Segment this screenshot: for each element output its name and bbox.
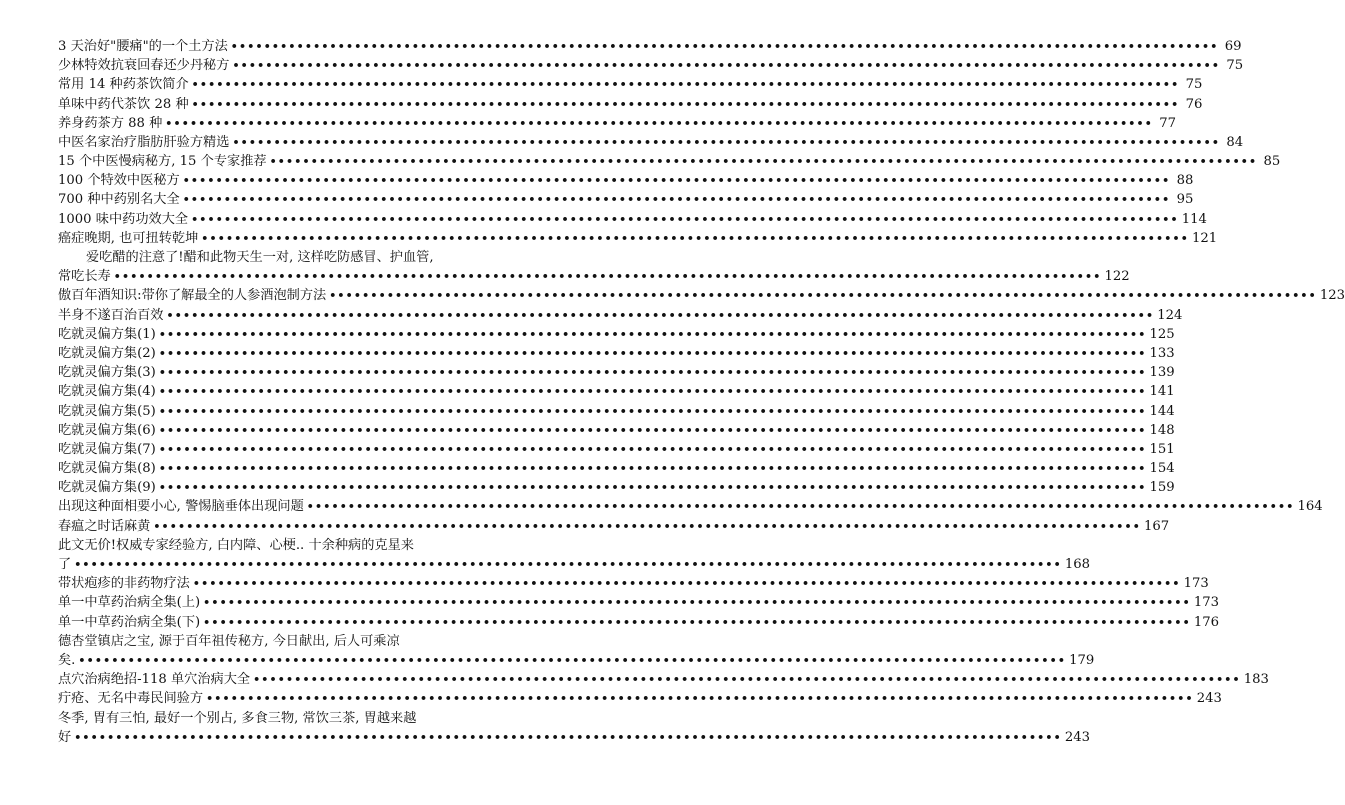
toc-entry[interactable] (58, 363, 1175, 382)
dot-leader: •••••••••••••••••••••••••••••••••••••••••••••••••••••••••••••••••••••••••••••••••••••••••••••••••••••••••••••••••••••••• (158, 366, 1147, 380)
toc-entry-title: 700 种中药别名大全 (58, 192, 180, 208)
toc-entry-title: 吃就灵偏方集(5) (58, 403, 156, 419)
toc-entry-first-line: 爱吃醋的注意了!醋和此物天生一对, 这样吃防感冒、护血管, (86, 250, 434, 266)
toc-entry-title: 单一中草药治病全集(下) (58, 614, 201, 630)
toc-entry-page-number: 183 (1243, 672, 1269, 688)
toc-entry[interactable] (58, 229, 1218, 248)
dot-leader: •••••••••••••••••••••••••••••••••••••••••••••••••••••••••••••••••••••••••••••••••••••••••••••••••••••••••••••••••••••••• (166, 308, 1155, 322)
toc-entry[interactable] (58, 459, 1175, 478)
dot-leader: •••••••••••••••••••••••••••••••••••••••••••••••••••••••••••••••••••••••••••••••••••••••••••••••••••••••••••••••••••••••• (253, 673, 1241, 687)
dot-leader: •••••••••••••••••••••••••••••••••••••••••••••••••••••••••••••••••••••••••••••••••••••••••••••••••••••••••••••••••••••••• (158, 404, 1147, 418)
toc-entry-page-number: 167 (1144, 518, 1170, 534)
toc-entry-page-number: 122 (1104, 269, 1130, 285)
dot-leader: •••••••••••••••••••••••••••••••••••••••••••••••••••••••••••••••••••••••••••••••••••••••••••••••••••••••••••••••••••••••• (232, 135, 1221, 149)
toc-entry[interactable] (58, 210, 1207, 229)
toc-entry[interactable] (58, 37, 1242, 56)
toc-entry[interactable] (58, 651, 1095, 670)
dot-leader: •••••••••••••••••••••••••••••••••••••••••••••••••••••••••••••••••••••••••••••••••••••••••••••••••••••••••••••••••••••••• (203, 596, 1191, 610)
toc-entry[interactable] (58, 95, 1203, 114)
toc-entry-page-number: 173 (1183, 576, 1209, 592)
toc-entry-title: 养身药茶方 88 种 (58, 115, 163, 131)
dot-leader: •••••••••••••••••••••••••••••••••••••••••••••••••••••••••••••••••••••••••••••••••••••••••••••••••••••••••••••••••••••••• (191, 97, 1180, 111)
toc-entry[interactable] (58, 402, 1175, 421)
toc-entry-title: 吃就灵偏方集(4) (58, 384, 156, 400)
toc-entry-page-number: 95 (1176, 192, 1194, 208)
dot-leader: •••••••••••••••••••••••••••••••••••••••••••••••••••••••••••••••••••••••••••••••••••••••••••••••••••••••••••••••••••••••• (203, 615, 1191, 629)
toc-entry-page-number: 243 (1064, 729, 1091, 745)
toc-entry[interactable] (58, 728, 1091, 747)
toc-entry-page-number: 75 (1226, 58, 1244, 74)
toc-entry[interactable] (58, 613, 1220, 632)
dot-leader: •••••••••••••••••••••••••••••••••••••••••••••••••••••••••••••••••••••••••••••••••••••••••••••••••••••••••••••••••••••••• (158, 481, 1147, 495)
dot-leader: •••••••••••••••••••••••••••••••••••••••••••••••••••••••••••••••••••••••••••••••••••••••••••••••••••••••••••••••••••••••• (191, 212, 1179, 226)
toc-entry-page-number: 85 (1263, 154, 1281, 170)
toc-entry[interactable] (58, 440, 1175, 459)
toc-entry-title: 吃就灵偏方集(9) (58, 480, 156, 496)
toc-entry-title: 疔疮、无名中毒民间验方 (58, 691, 204, 707)
toc-entry-title: 好 (58, 729, 72, 745)
toc-entry-page-number: 144 (1149, 403, 1175, 419)
toc-entry-title: 矣. (58, 652, 76, 668)
toc-entry-title: 吃就灵偏方集(6) (58, 422, 156, 438)
dot-leader: •••••••••••••••••••••••••••••••••••••••••••••••••••••••••••••••••••••••••••••••••••••••••••••••••••••••••••••••••••••••• (74, 730, 1062, 744)
dot-leader: •••••••••••••••••••••••••••••••••••••••••••••••••••••••••••••••••••••••••••••••••••••••••••••••••••••••••••••••••••••••• (74, 558, 1062, 572)
toc-entry-page-number: 84 (1226, 134, 1244, 150)
toc-entry-page-number: 148 (1149, 422, 1175, 438)
dot-leader: •••••••••••••••••••••••••••••••••••••••••••••••••••••••••••••••••••••••••••••••••••••••••••••••••••••••••••••••••••••••• (158, 385, 1147, 399)
toc-entry-first-line: 德杏堂镇店之宝, 源于百年祖传秘方, 今日献出, 后人可乘凉 (58, 633, 400, 649)
dot-leader: •••••••••••••••••••••••••••••••••••••••••••••••••••••••••••••••••••••••••••••••••••••••••••••••••••••••••••••••••••••••• (153, 519, 1142, 533)
dot-leader: •••••••••••••••••••••••••••••••••••••••••••••••••••••••••••••••••••••••••••••••••••••••••••••••••••••••••••••••••••••••• (158, 346, 1147, 360)
toc-entry-title: 常用 14 种药茶饮简介 (58, 77, 189, 93)
toc-entry-page-number: 151 (1149, 441, 1175, 457)
toc-entry-title: 单味中药代茶饮 28 种 (58, 96, 189, 112)
dot-leader: •••••••••••••••••••••••••••••••••••••••••••••••••••••••••••••••••••••••••••••••••••••••••••••••••••••••••••••••••••••••• (158, 327, 1147, 341)
toc-entry-title: 1000 味中药功效大全 (58, 211, 189, 227)
toc-entry-title: 吃就灵偏方集(2) (58, 345, 156, 361)
toc-entry[interactable] (58, 325, 1175, 344)
toc-entry-page-number: 75 (1185, 77, 1203, 93)
toc-entry[interactable] (58, 286, 1345, 305)
toc-entry[interactable] (58, 75, 1203, 94)
toc-entry[interactable] (58, 344, 1175, 363)
dot-leader: •••••••••••••••••••••••••••••••••••••••••••••••••••••••••••••••••••••••••••••••••••••••••••••••••••••••••••••••••••••••• (232, 59, 1221, 73)
toc-entry-title: 少林特效抗衰回春还少丹秘方 (58, 58, 230, 74)
dot-leader: •••••••••••••••••••••••••••••••••••••••••••••••••••••••••••••••••••••••••••••••••••••••••••••••••••••••••••••••••••••••• (158, 462, 1147, 476)
toc-entry-title: 半身不遂百治百效 (58, 307, 164, 323)
toc-entry-first-line: 冬季, 胃有三怕, 最好一个别占, 多食三物, 常饮三茶, 胃越来越 (58, 710, 417, 726)
toc-entry-title: 出现这种面相要小心, 警惕脑垂体出现问题 (58, 499, 304, 515)
toc-entry-page-number: 243 (1196, 691, 1222, 707)
toc-entry[interactable] (58, 689, 1222, 708)
toc-entry-page-number: 176 (1193, 614, 1220, 630)
toc-entry-title: 点穴治病绝招-118 单穴治病大全 (58, 672, 251, 688)
toc-entry-page-number: 88 (1176, 173, 1194, 189)
dot-leader: •••••••••••••••••••••••••••••••••••••••••••••••••••••••••••••••••••••••••••••••••••••••••••••••••••••••••••••••••••••••• (269, 155, 1258, 169)
dot-leader: •••••••••••••••••••••••••••••••••••••••••••••••••••••••••••••••••••••••••••••••••••••••••••••••••••••••••••••••••••••••• (230, 39, 1219, 53)
toc-entry-title: 春瘟之时话麻黄 (58, 518, 151, 534)
toc-entry-title: 15 个中医慢病秘方, 15 个专家推荐 (58, 154, 267, 170)
dot-leader: •••••••••••••••••••••••••••••••••••••••••••••••••••••••••••••••••••••••••••••••••••••••••••••••••••••••••••••••••••••••• (158, 423, 1147, 437)
dot-leader: •••••••••••••••••••••••••••••••••••••••••••••••••••••••••••••••••••••••••••••••••••••••••••••••••••••••••••••••••••••••• (201, 231, 1189, 245)
toc-entry-title: 了 (58, 557, 72, 573)
toc-entry-page-number: 179 (1069, 652, 1095, 668)
toc-entry[interactable] (58, 152, 1281, 171)
toc-entry[interactable] (58, 382, 1175, 401)
toc-entry[interactable] (58, 498, 1323, 517)
table-of-contents (58, 37, 1345, 747)
toc-entry-page-number: 139 (1149, 365, 1175, 381)
dot-leader: •••••••••••••••••••••••••••••••••••••••••••••••••••••••••••••••••••••••••••••••••••••••••••••••••••••••••••••••••••••••• (192, 577, 1181, 591)
dot-leader: •••••••••••••••••••••••••••••••••••••••••••••••••••••••••••••••••••••••••••••••••••••••••••••••••••••••••••••••••••••••• (113, 270, 1102, 284)
toc-entry-title: 吃就灵偏方集(7) (58, 441, 156, 457)
toc-entry-page-number: 76 (1185, 96, 1203, 112)
toc-entry-page-number: 121 (1191, 230, 1218, 246)
toc-entry-page-number: 164 (1297, 499, 1323, 515)
dot-leader: •••••••••••••••••••••••••••••••••••••••••••••••••••••••••••••••••••••••••••••••••••••••••••••••••••••••••••••••••••••••• (191, 78, 1180, 92)
dot-leader: •••••••••••••••••••••••••••••••••••••••••••••••••••••••••••••••••••••••••••••••••••••••••••••••••••••••••••••••••••••••• (78, 653, 1067, 667)
toc-entry[interactable] (58, 478, 1175, 497)
toc-entry[interactable] (58, 306, 1183, 325)
toc-entry-title: 带状疱疹的非药物疗法 (58, 576, 190, 592)
dot-leader: •••••••••••••••••••••••••••••••••••••••••••••••••••••••••••••••••••••••••••••••••••••••••••••••••••••••••••••••••••••••• (182, 193, 1171, 207)
dot-leader: •••••••••••••••••••••••••••••••••••••••••••••••••••••••••••••••••••••••••••••••••••••••••••••••••••••••••••••••••••••••• (329, 289, 1317, 303)
toc-entry-title: 3 天治好"腰痛"的一个土方法 (58, 38, 228, 54)
toc-entry-title: 常吃长寿 (58, 269, 111, 285)
toc-entry[interactable] (58, 593, 1220, 612)
toc-entry[interactable] (58, 56, 1244, 75)
toc-entry-page-number: 77 (1159, 115, 1176, 131)
toc-entry-page-number: 133 (1149, 345, 1175, 361)
toc-entry-title: 吃就灵偏方集(1) (58, 326, 156, 342)
toc-entry-page-number: 141 (1149, 384, 1175, 400)
toc-entry-page-number: 124 (1157, 307, 1183, 323)
toc-entry-page-number: 173 (1193, 595, 1220, 611)
toc-entry-title: 单一中草药治病全集(上) (58, 595, 201, 611)
toc-entry-page-number: 154 (1149, 461, 1175, 477)
toc-entry[interactable] (58, 670, 1269, 689)
toc-entry-first-line: 此文无价!权威专家经验方, 白内障、心梗.. 十余种病的克星来 (58, 537, 414, 553)
toc-entry[interactable] (58, 517, 1170, 536)
toc-entry[interactable] (58, 267, 1130, 286)
toc-entry-page-number: 125 (1149, 326, 1175, 342)
toc-entry-title: 吃就灵偏方集(8) (58, 461, 156, 477)
toc-entry-page-number: 69 (1224, 38, 1242, 54)
dot-leader: •••••••••••••••••••••••••••••••••••••••••••••••••••••••••••••••••••••••••••••••••••••••••••••••••••••••••••••••••••••••• (206, 692, 1194, 706)
toc-entry[interactable] (58, 133, 1244, 152)
toc-entry-title: 中医名家治疗脂肪肝验方精选 (58, 134, 230, 150)
dot-leader: •••••••••••••••••••••••••••••••••••••••••••••••••••••••••••••••••••••••••••••••••••••••••••••••••••••••••••••••••••••••• (182, 174, 1171, 188)
toc-entry[interactable] (58, 191, 1194, 210)
toc-entry[interactable] (58, 421, 1175, 440)
toc-entry-title: 癌症晚期, 也可扭转乾坤 (58, 230, 199, 246)
toc-entry-page-number: 168 (1064, 557, 1091, 573)
toc-entry[interactable] (58, 555, 1091, 574)
toc-entry[interactable] (58, 574, 1209, 593)
toc-entry[interactable] (58, 114, 1176, 133)
dot-leader: •••••••••••••••••••••••••••••••••••••••••••••••••••••••••••••••••••••••••••••••••••••••••••••••••••••••••••••••••••••••• (165, 116, 1153, 130)
dot-leader: •••••••••••••••••••••••••••••••••••••••••••••••••••••••••••••••••••••••••••••••••••••••••••••••••••••••••••••••••••••••• (158, 442, 1147, 456)
toc-entry-page-number: 114 (1181, 211, 1207, 227)
toc-entry-page-number: 123 (1319, 288, 1345, 304)
toc-entry-page-number: 159 (1149, 480, 1175, 496)
toc-entry-title: 100 个特效中医秘方 (58, 173, 180, 189)
dot-leader: •••••••••••••••••••••••••••••••••••••••••••••••••••••••••••••••••••••••••••••••••••••••••••••••••••••••••••••••••••••••• (306, 500, 1295, 514)
toc-entry[interactable] (58, 171, 1194, 190)
toc-entry-title: 傲百年酒知识:带你了解最全的人参酒泡制方法 (58, 288, 327, 304)
toc-entry-title: 吃就灵偏方集(3) (58, 365, 156, 381)
